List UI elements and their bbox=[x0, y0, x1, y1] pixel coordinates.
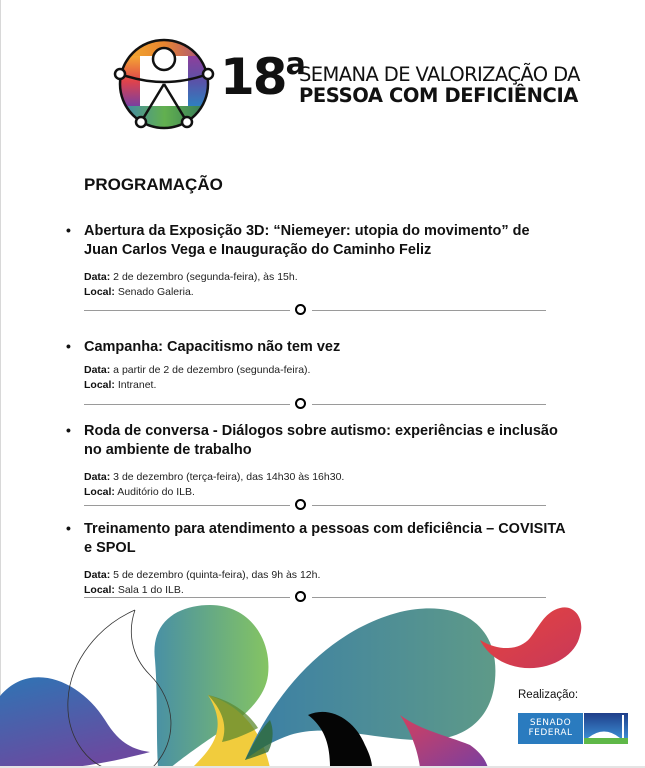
program-event bbox=[66, 520, 566, 598]
event-meta: Data: 2 de dezembro (segunda-feira), às 15h. Local: Senado Galeria. bbox=[84, 271, 298, 298]
event-title: Campanha: Capacitismo não tem vez bbox=[84, 339, 341, 355]
ring-icon bbox=[295, 398, 306, 409]
program-event bbox=[66, 422, 566, 500]
event-title-line1: SEMANA DE VALORIZAÇÃO DA bbox=[299, 63, 580, 86]
event-meta: Data: 5 de dezembro (quinta-feira), das 9h às 12h. Local: Sala 1 do ILB. bbox=[84, 569, 321, 596]
event-meta: Data: 3 de dezembro (terça-feira), das 14h30 às 16h30. Local: Auditório do ILB. bbox=[84, 471, 345, 498]
program-event bbox=[66, 222, 566, 300]
event-meta: Data: a partir de 2 de dezembro (segunda-feira). Local: Intranet. bbox=[84, 364, 311, 391]
senado-building-icon bbox=[584, 713, 628, 744]
event-location: Sala 1 do ILB. bbox=[114, 584, 184, 596]
bullet-icon: • bbox=[66, 222, 71, 238]
event-date: 3 de dezembro (terça-feira), das 14h30 às 16h30. bbox=[110, 471, 345, 483]
event-header bbox=[112, 34, 580, 134]
realizacao-label: Realização: bbox=[518, 689, 579, 701]
bullet-icon: • bbox=[66, 338, 71, 354]
event-date: 5 de dezembro (quinta-feira), das 9h às 12h. bbox=[110, 569, 321, 581]
program-event bbox=[66, 338, 566, 393]
program-heading: PROGRAMAÇÃO bbox=[84, 175, 223, 194]
event-title: Abertura da Exposição 3D: “Niemeyer: utopia do movimento” de Juan Carlos Vega e Inauguração do Caminho Feliz bbox=[84, 223, 530, 258]
accessibility-person-icon bbox=[112, 34, 217, 134]
senado-federal-logo bbox=[518, 713, 628, 744]
event-location: Auditório do ILB. bbox=[114, 486, 195, 498]
senado-wordmark: SENADO FEDERAL bbox=[518, 713, 583, 744]
ring-icon bbox=[295, 304, 306, 315]
ring-icon bbox=[295, 499, 306, 510]
section-divider bbox=[84, 304, 546, 316]
event-location: Intranet. bbox=[114, 379, 157, 391]
edition-number: 18$^a$ bbox=[220, 47, 306, 106]
event-location: Senado Galeria. bbox=[114, 286, 194, 298]
event-title-line2: PESSOA COM DEFICIÊNCIA bbox=[299, 84, 578, 107]
event-date: a partir de 2 de dezembro (segunda-feira). bbox=[110, 364, 311, 376]
event-date: 2 de dezembro (segunda-feira), às 15h. bbox=[110, 271, 298, 283]
section-divider bbox=[84, 499, 546, 511]
bullet-icon: • bbox=[66, 422, 71, 438]
event-title: Treinamento para atendimento a pessoas com deficiência – COVISITA e SPOL bbox=[84, 521, 566, 556]
section-divider bbox=[84, 398, 546, 410]
event-title: Roda de conversa - Diálogos sobre autismo: experiências e inclusão no ambiente de trabalho bbox=[84, 423, 558, 458]
bullet-icon: • bbox=[66, 520, 71, 536]
